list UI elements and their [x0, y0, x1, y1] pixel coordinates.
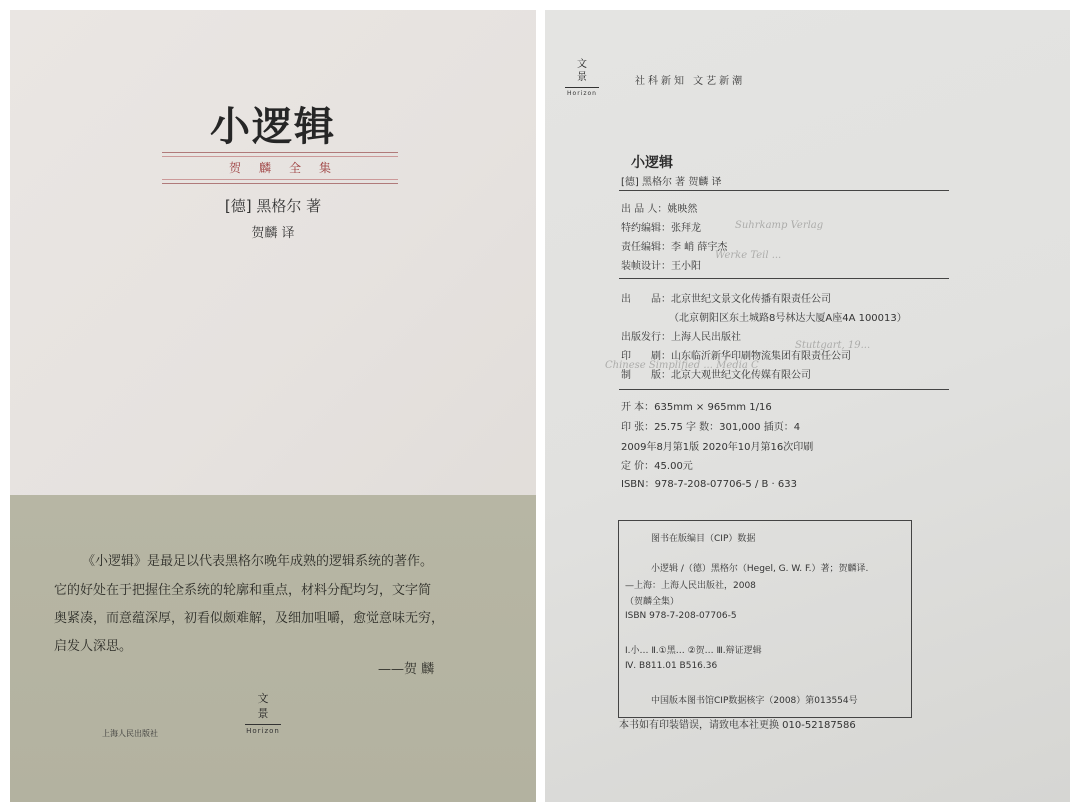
production-line: 印 刷：山东临沂新华印刷物流集团有限责任公司: [621, 351, 851, 362]
blurb-box: [10, 495, 536, 802]
divider: [619, 389, 949, 390]
footer-note: 本书如有印装错误，请致电本社更换 010-52187586: [619, 720, 856, 731]
divider: [619, 190, 949, 191]
spec-line: ISBN：978-7-208-07706-5 / B · 633: [621, 479, 797, 490]
credit-line: 特约编辑：张拜龙: [621, 223, 701, 234]
slogan: 社科新知 文艺新潮: [635, 76, 746, 87]
bleed-through-text: Suhrkamp Verlag: [735, 220, 824, 231]
credit-line: 出 品 人：姚映然: [621, 204, 698, 215]
logo-rule: [565, 87, 599, 88]
logo-glyph: 文: [577, 59, 587, 70]
cip-line: —上海：上海人民出版社，2008: [625, 581, 756, 591]
cover-author: [德] 黑格尔 著: [224, 197, 322, 215]
cip-line: Ⅳ. B811.01 B516.36: [625, 661, 718, 671]
cip-line: ISBN 978-7-208-07706-5: [625, 611, 737, 621]
cip-data-box: [618, 520, 912, 718]
book-cover-photo: [10, 10, 536, 802]
production-line: 出版发行：上海人民出版社: [621, 332, 741, 343]
publisher-logo-text: 上海人民出版社: [102, 729, 158, 738]
blurb-line: 奥紧凑，而意蕴深厚，初看似颇难解，及细加咀嚼，愈觉意味无穷，: [54, 611, 445, 626]
blurb-signature: ——贺 麟: [378, 662, 435, 677]
logo-english: Horizon: [246, 727, 280, 735]
logo-glyph: 文: [257, 692, 269, 705]
spec-line: 印 张：25.75 字 数：301,000 插页：4: [621, 422, 801, 433]
bleed-through-text: Werke Teil ...: [715, 250, 782, 261]
horizon-logo: [563, 58, 601, 97]
logo-glyph: 景: [577, 72, 587, 83]
blurb-line: 它的好处在于把握住全系统的轮廓和重点，材料分配均匀，文字简: [54, 583, 432, 598]
divider: [619, 278, 949, 279]
copyright-page-photo: [545, 10, 1070, 802]
logo-glyph: 景: [257, 707, 269, 720]
cip-line: 中国版本图书馆CIP数据核字（2008）第013554号: [651, 696, 858, 706]
blurb-line: 启发人深思。: [54, 639, 133, 654]
series-name: 贺麟全集: [228, 161, 349, 175]
bleed-through-text: Chinese Simplified ... Media C: [605, 360, 759, 371]
spec-line: 开 本：635mm × 965mm 1/16: [621, 402, 772, 413]
credit-line: 装帧设计：王小阳: [621, 261, 701, 272]
series-band: [162, 152, 398, 184]
horizon-logo: [238, 691, 288, 735]
spec-line: 2009年8月第1版 2020年10月第16次印刷: [621, 442, 814, 453]
cip-line: Ⅰ.小… Ⅱ.①黑… ②贺… Ⅲ.辩证逻辑: [625, 646, 762, 656]
cip-line: 图书在版编目（CIP）数据: [651, 534, 756, 544]
cover-translator: 贺麟 译: [251, 226, 295, 241]
cover-title: 小逻辑: [210, 103, 336, 150]
credit-line: 责任编辑：李 峭 薛宇杰: [621, 242, 728, 253]
bleed-through-text: Stuttgart, 19...: [795, 340, 871, 351]
production-line: （北京朝阳区东土城路8号林达大厦A座4A 100013）: [669, 313, 907, 324]
copyright-byline: [德] 黑格尔 著 贺麟 译: [621, 177, 722, 188]
logo-rule: [245, 724, 281, 725]
copyright-title: 小逻辑: [631, 155, 673, 171]
cip-line: （贺麟全集）: [625, 597, 680, 607]
spec-line: 定 价：45.00元: [621, 461, 693, 472]
logo-english: Horizon: [567, 90, 597, 97]
production-line: 出 品：北京世纪文景文化传播有限责任公司: [621, 294, 831, 305]
production-line: 制 版：北京大观世纪文化传媒有限公司: [621, 370, 811, 381]
cip-line: 小逻辑 /（德）黑格尔（Hegel, G. W. F.）著；贺麟译.: [651, 564, 869, 574]
blurb-line: 《小逻辑》是最足以代表黑格尔晚年成熟的逻辑系统的著作。: [82, 554, 434, 569]
